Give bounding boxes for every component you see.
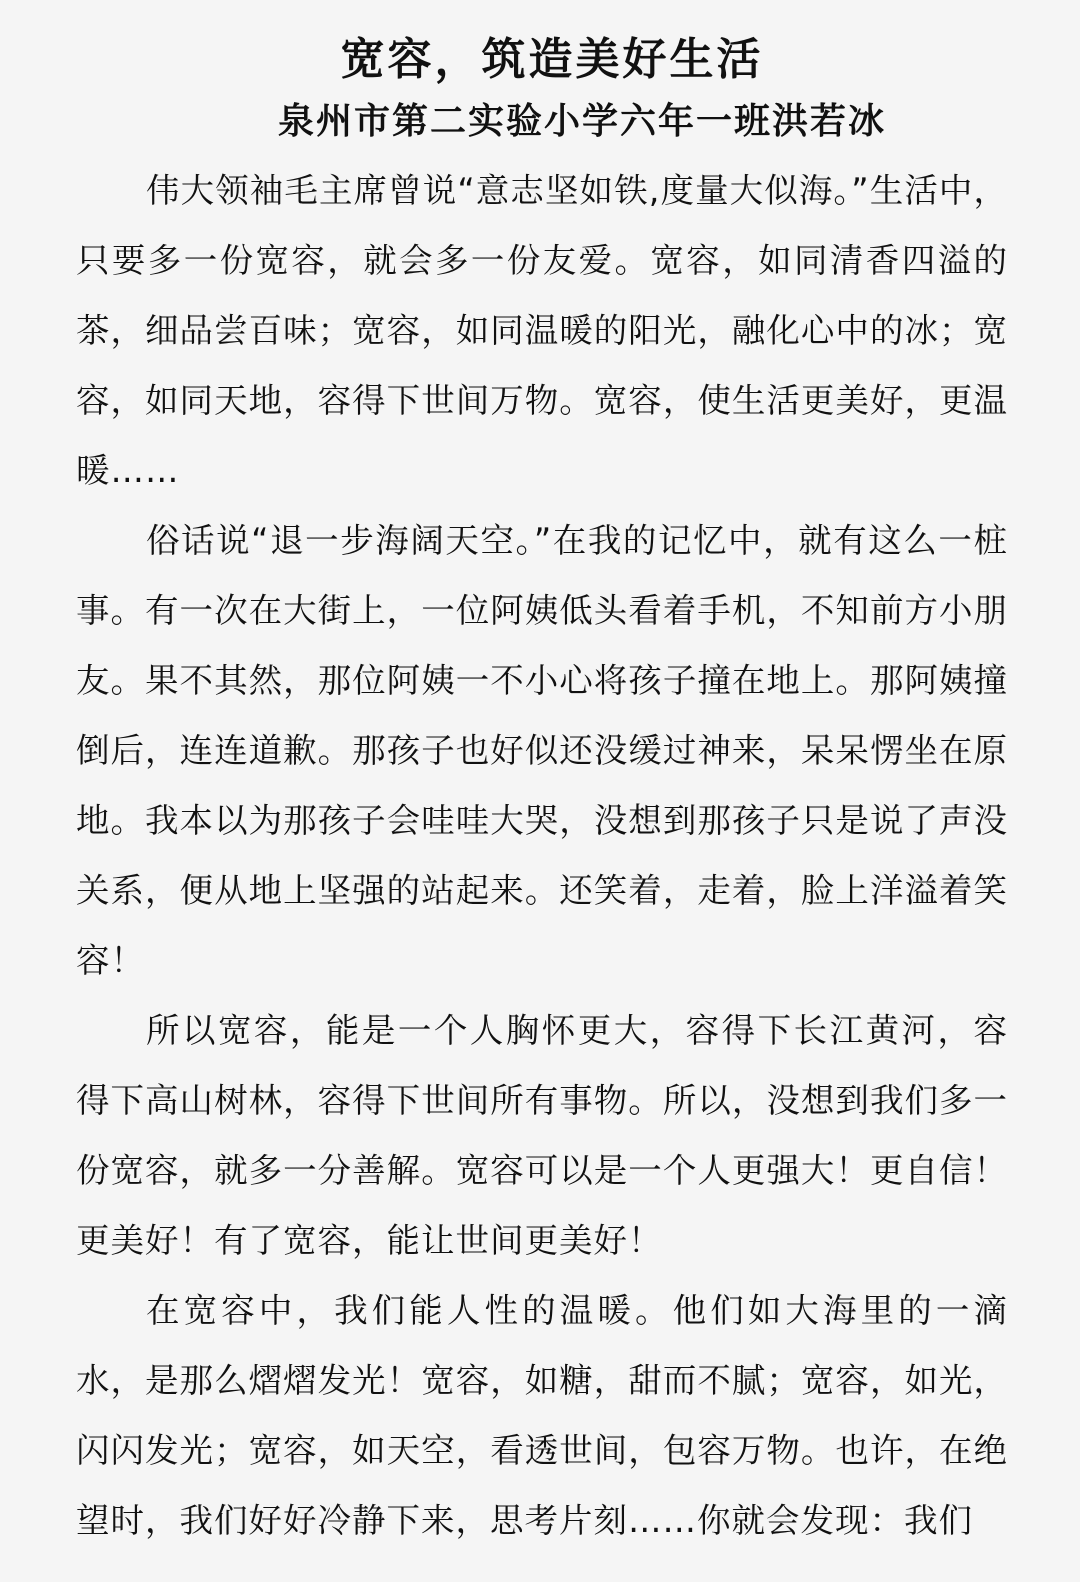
paragraph-3: 所以宽容，能是一个人胸怀更大，容得下长江黄河，容得下高山树林，容得下世间所有事物。所以，没想到我们多一份宽容，就多一分善解。宽容可以是一个人更强大！更自信！更美好！有了宽容，能让世间更美好！ [76, 1011, 1008, 1260]
paragraph-4: 在宽容中，我们能人性的温暖。他们如大海里的一滴水，是那么熠熠发光！宽容，如糖，甜而不腻；宽容，如光，闪闪发光；宽容，如天空，看透世间，包容万物。也许，在绝望时，我们好好冷静下来，思考片刻……你就会发现：我们 [76, 1291, 1008, 1540]
essay-title: 宽容，筑造美好生活 [340, 34, 764, 85]
essay-body [76, 156, 1008, 1556]
essay-author: 泉州市第二实验小学六年一班洪若冰 [277, 101, 886, 142]
paragraph-2: 俗话说“退一步海阔天空。”在我的记忆中，就有这么一桩事。有一次在大街上，一位阿姨低头看着手机，不知前方小朋友。果不其然，那位阿姨一不小心将孩子撞在地上。那阿姨撞倒后，连连道歉。那孩子也好似还没缓过神来，呆呆愣坐在原地。我本以为那孩子会哇哇大哭，没想到那孩子只是说了声没关系，便从地上坚强的站起来。还笑着，走着，脸上洋溢着笑容！ [76, 521, 1008, 980]
paragraph-1: 伟大领袖毛主席曾说“意志坚如铁,度量大似海。”生活中，只要多一份宽容，就会多一份友爱。宽容，如同清香四溢的茶，细品尝百味；宽容，如同温暖的阳光，融化心中的冰；宽容，如同天地，容得下世间万物。宽容，使生活更美好，更温暖…… [76, 171, 1008, 490]
